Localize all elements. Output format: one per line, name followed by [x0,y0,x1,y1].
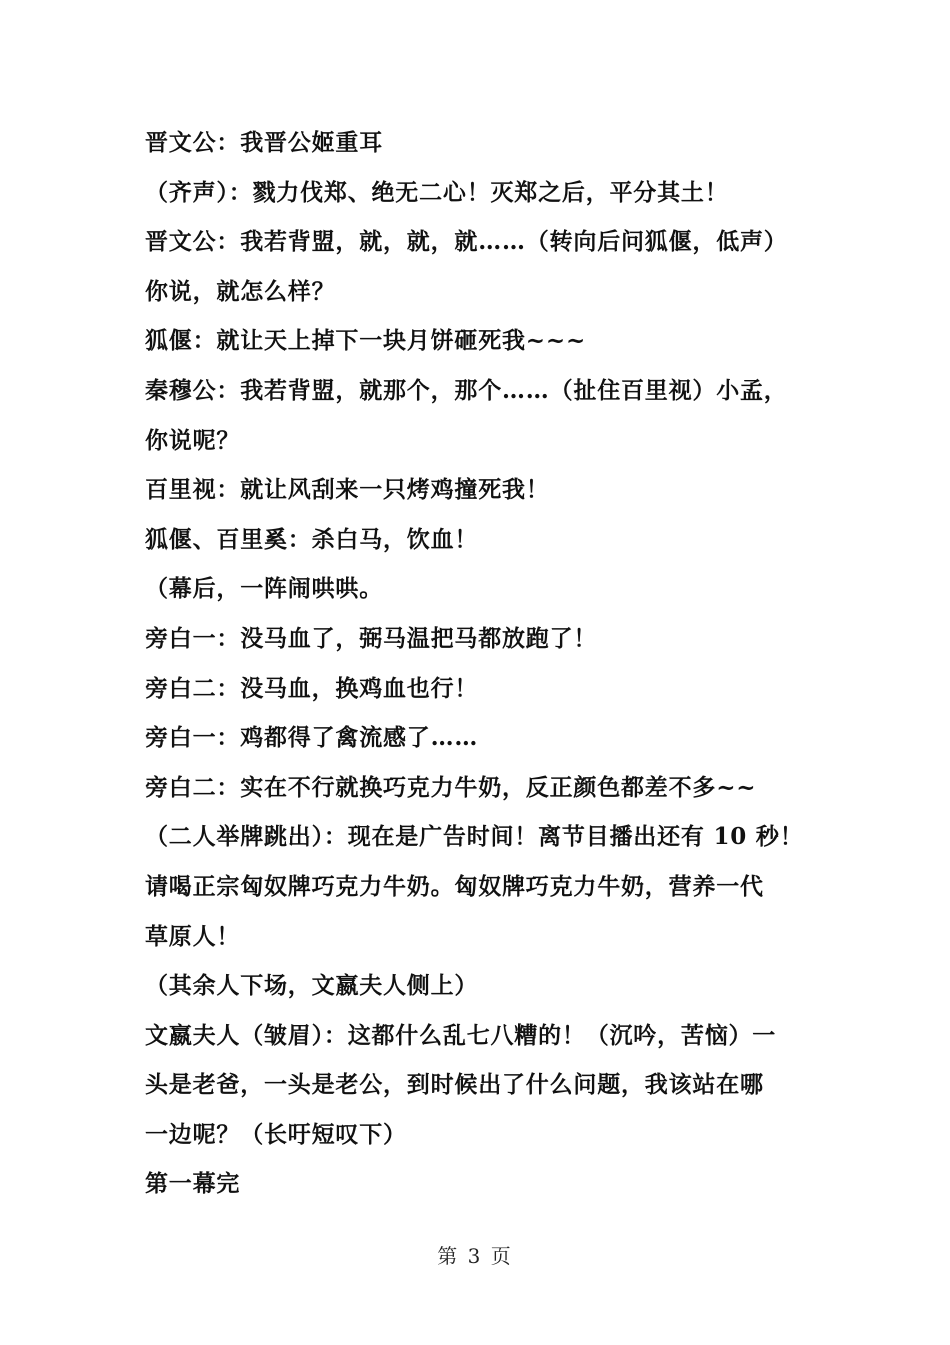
script-line: 狐偃、百里奚：杀白马，饮血！ [145,525,479,553]
page-number: 第 3 页 [437,1244,513,1268]
script-line: （幕后，一阵闹哄哄。 [145,575,383,603]
script-line: （齐声）：戮力伐郑、绝无二心！灭郑之后，平分其土！ [145,178,729,206]
script-line: 请喝正宗匈奴牌巧克力牛奶。匈奴牌巧克力牛奶，营养一代 [145,872,764,900]
script-line: 旁白二：没马血，换鸡血也行！ [145,674,479,702]
script-line: 旁白二：实在不行就换巧克力牛奶，反正颜色都差不多~~ [145,773,757,801]
script-text-body [145,118,810,1209]
script-line: 文嬴夫人（皱眉）：这都什么乱七八糟的！（沉吟，苦恼）一 [145,1021,777,1049]
script-line: 第一幕完 [145,1170,241,1198]
script-line: 草原人！ [145,922,241,950]
script-line: 头是老爸，一头是老公，到时候出了什么问题，我该站在哪 [145,1071,764,1099]
script-line: 晋文公：我若背盟，就，就，就……（转向后问狐偃，低声） [145,228,788,256]
script-line: 你说呢？ [145,426,241,454]
script-line: 你说，就怎么样？ [145,277,336,305]
script-line: （二人举牌跳出）：现在是广告时间！离节目播出还有 10 秒！ [145,823,804,851]
script-line: 旁白一：没马血了，弼马温把马都放跑了！ [145,624,598,652]
script-line: 一边呢？（长吁短叹下） [145,1120,407,1148]
script-line: 秦穆公：我若背盟，就那个，那个……（扯住百里视）小孟， [145,376,788,404]
script-line: 旁白一：鸡都得了禽流感了…… [145,724,479,752]
script-line: 狐偃：就让天上掉下一块月饼砸死我~~~ [145,327,587,355]
script-line: （其余人下场，文嬴夫人侧上） [145,972,479,1000]
script-line: 晋文公：我晋公姬重耳 [145,129,383,156]
script-line: 百里视：就让风刮来一只烤鸡撞死我！ [145,476,550,504]
